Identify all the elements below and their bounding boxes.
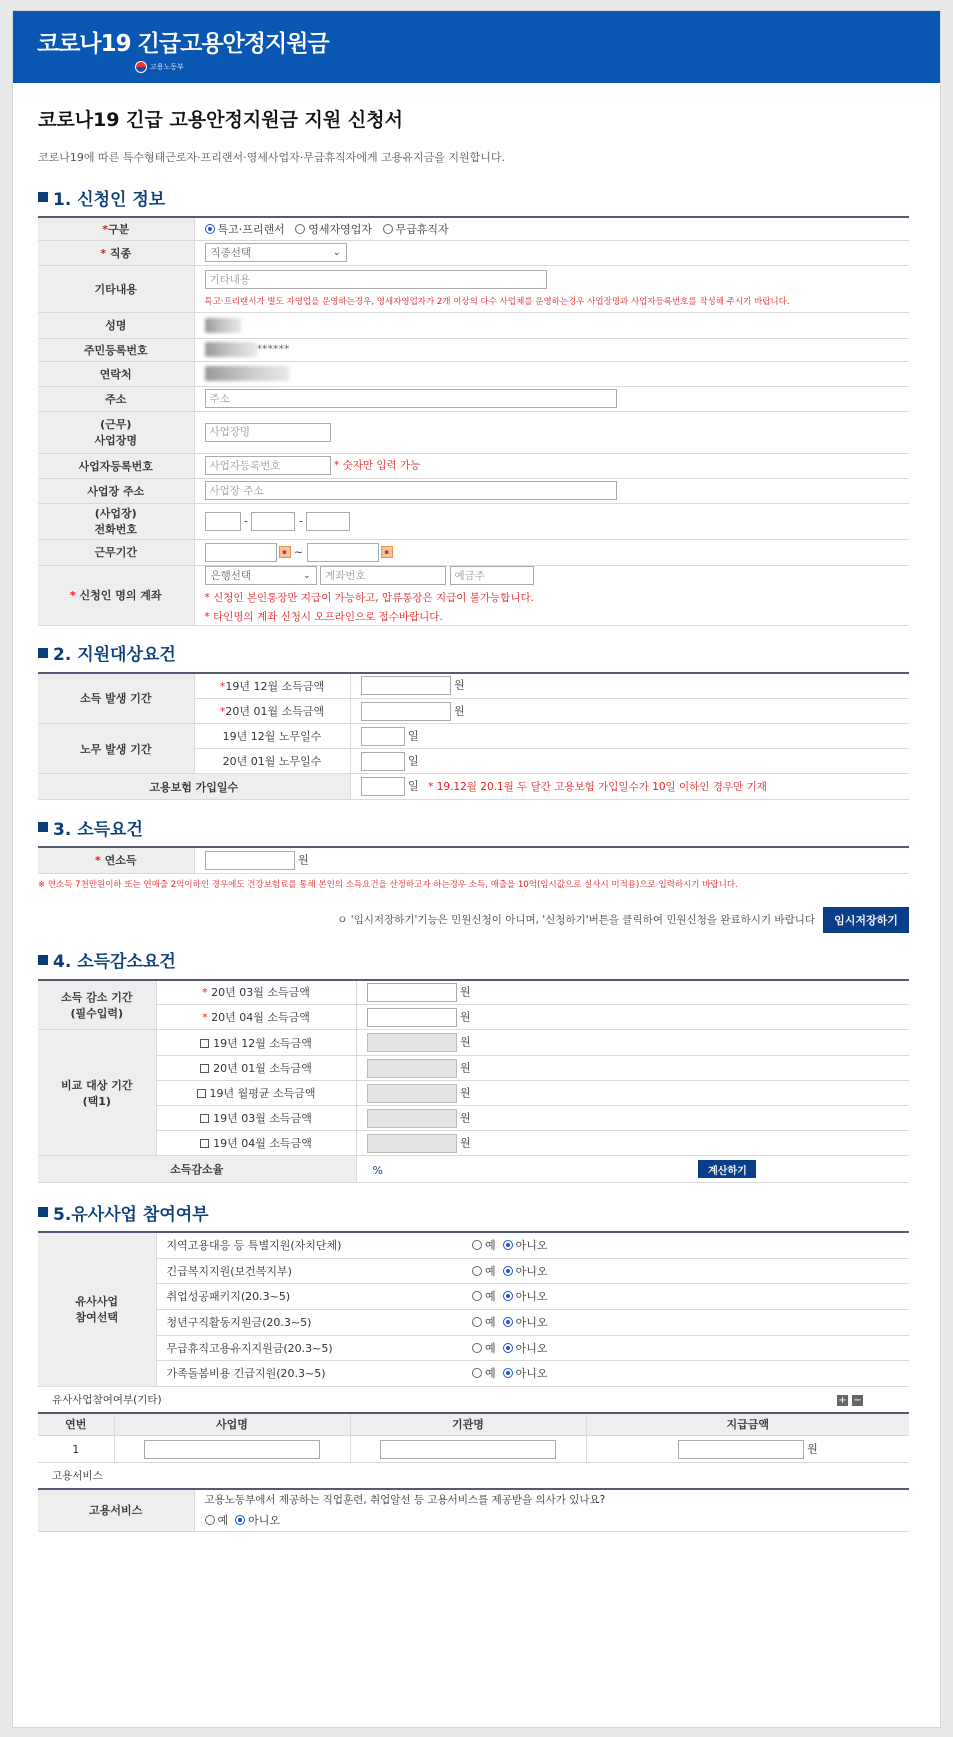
workplace-input[interactable] — [205, 423, 331, 442]
section-3-heading — [38, 814, 909, 840]
won-unit: 원 — [460, 1136, 471, 1149]
account-note-1: * 신청인 본인통장만 지급이 가능하고, 압류통장은 지급이 불가능합니다. — [204, 592, 534, 604]
section-4-title: 4. 소득감소요건 — [53, 952, 176, 972]
program-name: 가족돌봄비용 긴급지원(20.3~5) — [156, 1360, 462, 1386]
compare-item[interactable]: 20년 01월 소득금액 — [156, 1056, 356, 1081]
period-start-input[interactable] — [205, 543, 277, 562]
radio-no[interactable]: 아니오 — [503, 1290, 548, 1303]
compare-item[interactable]: 19년 12월 소득금액 — [156, 1030, 356, 1056]
calendar-icon[interactable]: ▪ — [381, 546, 393, 558]
rate-label: 소득감소율 — [38, 1156, 356, 1183]
radio-no[interactable]: 아니오 — [503, 1265, 548, 1278]
etc-program-name-input[interactable] — [144, 1440, 320, 1459]
compare-input — [367, 1134, 457, 1153]
income-dec-input[interactable] — [361, 676, 451, 695]
col-header-program: 사업명 — [114, 1413, 350, 1436]
application-page — [12, 10, 941, 1728]
row-number: 1 — [38, 1436, 114, 1463]
percent-unit: % — [372, 1163, 383, 1177]
income-period-label: 소득 발생 기간 — [38, 673, 194, 724]
temp-save-button[interactable]: 임시저장하기 — [823, 907, 909, 933]
chevron-down-icon: ⌄ — [332, 247, 341, 258]
labor-period-label: 노무 발생 기간 — [38, 724, 194, 774]
annual-income-label: * 연소득 — [38, 847, 194, 873]
address-label: 주소 — [38, 386, 194, 411]
labor-dec-label: 19년 12월 노무일수 — [194, 724, 350, 749]
bizno-label: 사업자등록번호 — [38, 453, 194, 478]
service-label: 고용서비스 — [38, 1489, 194, 1531]
type-option-unpaid-leave[interactable]: 무급휴직자 — [383, 223, 449, 236]
phone-value-redacted — [205, 366, 289, 381]
radio-selected-icon — [503, 1291, 513, 1301]
etc-agency-input[interactable] — [380, 1440, 556, 1459]
radio-icon — [472, 1291, 482, 1301]
radio-no[interactable]: 아니오 — [503, 1342, 548, 1355]
radio-icon — [205, 1515, 215, 1525]
radio-yes[interactable]: 예 — [472, 1316, 496, 1329]
compare-item[interactable]: 19년 03월 소득금액 — [156, 1106, 356, 1131]
radio-no[interactable]: 아니오 — [503, 1367, 548, 1380]
section-bullet-icon — [38, 1207, 48, 1217]
calculate-button[interactable]: 계산하기 — [698, 1160, 756, 1178]
program-radio-group — [462, 1309, 909, 1335]
checkbox-icon[interactable] — [200, 1114, 209, 1123]
period-label: 근무기간 — [38, 539, 194, 565]
etc-amount-input[interactable] — [678, 1440, 804, 1459]
service-radio-no[interactable]: 아니오 — [235, 1514, 280, 1527]
compare-item[interactable]: 19년 월평균 소득금액 — [156, 1081, 356, 1106]
program-name: 청년구직활동지원금(20.3~5) — [156, 1309, 462, 1335]
program-name: 긴급복지지원(보건복지부) — [156, 1258, 462, 1283]
radio-yes[interactable]: 예 — [472, 1239, 496, 1252]
annual-income-input[interactable] — [205, 851, 295, 870]
remove-row-icon[interactable]: − — [853, 1394, 862, 1406]
day-unit: 일 — [408, 754, 419, 767]
type-radio-group — [194, 217, 909, 240]
radio-icon — [472, 1266, 482, 1276]
radio-no[interactable]: 아니오 — [503, 1239, 548, 1252]
phone-label: 연락처 — [38, 361, 194, 386]
radio-selected-icon — [205, 224, 215, 234]
section-2-heading — [38, 640, 909, 666]
compare-input — [367, 1084, 457, 1103]
won-unit: 원 — [460, 985, 471, 999]
account-holder-input[interactable] — [450, 566, 534, 585]
income-note: ※ 연소득 7천만원이하 또는 연매출 2억이하인 경우에도 건강보험료를 통해 본인의 소득요건을 산정하고자 하는경우 소득, 매출을 10억(임시값으로 실사시 미적용)으로 입력하시기 바랍니다. — [38, 879, 738, 890]
col-header-amount: 지급금액 — [586, 1413, 909, 1436]
program-radio-group — [462, 1283, 909, 1309]
section-5-title: 5.유사사업 참여여부 — [53, 1204, 209, 1225]
ministry-name: 고용노동부 — [150, 63, 184, 71]
mar-income-input[interactable] — [367, 983, 457, 1002]
won-unit: 원 — [454, 678, 465, 692]
decrease-period-label: 소득 감소 기간 (필수입력) — [38, 980, 156, 1030]
service-radio-yes[interactable]: 예 — [205, 1514, 229, 1527]
program-name: 지역고용대응 등 특별지원(자치단체) — [156, 1232, 462, 1258]
rrn-value-redacted — [205, 342, 257, 357]
compare-input — [367, 1033, 457, 1052]
program-radio-group — [462, 1360, 909, 1386]
service-table — [38, 1488, 909, 1532]
col-header-agency: 기관명 — [350, 1413, 586, 1436]
service-section-title: 고용서비스 — [52, 1470, 103, 1482]
name-label: 성명 — [38, 312, 194, 338]
col-header-no: 연번 — [38, 1413, 114, 1436]
insured-days-input[interactable] — [361, 777, 405, 796]
won-unit: 원 — [460, 1086, 471, 1099]
compare-input — [367, 1059, 457, 1078]
income-decrease-table — [38, 979, 909, 1184]
bizno-input[interactable] — [205, 456, 331, 475]
rrn-mask: ****** — [256, 342, 290, 356]
radio-selected-icon — [503, 1266, 513, 1276]
government-emblem-icon — [135, 61, 147, 73]
radio-icon — [472, 1317, 482, 1327]
insured-days-note: * 19.12월 20.1월 두 달간 고용보험 가입일수가 10일 이하인 경우만 기재 — [428, 780, 767, 793]
won-unit: 원 — [460, 1061, 471, 1074]
labor-jan-input[interactable] — [361, 752, 405, 771]
checkbox-icon[interactable] — [197, 1089, 206, 1098]
section-bullet-icon — [38, 822, 48, 832]
bizphone-part3-input[interactable] — [306, 512, 350, 531]
radio-selected-icon — [503, 1240, 513, 1250]
ministry-logo — [135, 61, 940, 73]
radio-selected-icon — [503, 1368, 513, 1378]
won-unit: 원 — [454, 704, 465, 717]
section-4-heading — [38, 947, 909, 973]
job-label: * 직종 — [38, 240, 194, 265]
banner-title: 코로나19 긴급고용안정지원금 — [37, 31, 329, 57]
etc-program-title: 유사사업참여여부(기타) — [52, 1393, 162, 1406]
account-number-input[interactable] — [320, 566, 446, 585]
bizphone-part2-input[interactable] — [251, 512, 295, 531]
labor-dec-input[interactable] — [361, 727, 405, 746]
radio-yes[interactable]: 예 — [472, 1367, 496, 1380]
radio-selected-icon — [503, 1317, 513, 1327]
program-radio-group — [462, 1258, 909, 1283]
checkbox-icon[interactable] — [200, 1064, 209, 1073]
won-unit: 원 — [298, 853, 309, 867]
type-option-freelancer[interactable]: 특고·프리랜서 — [205, 223, 285, 236]
radio-selected-icon — [235, 1515, 245, 1525]
income-jan-input[interactable] — [361, 702, 451, 721]
radio-icon — [472, 1240, 482, 1250]
section-2-title: 2. 지원대상요건 — [53, 645, 176, 665]
income-table — [38, 846, 909, 874]
compare-item[interactable]: 19년 04월 소득금액 — [156, 1131, 356, 1156]
radio-selected-icon — [503, 1343, 513, 1353]
bizphone-label: (사업장) 전화번호 — [38, 503, 194, 539]
radio-yes[interactable]: 예 — [472, 1265, 496, 1278]
won-unit: 원 — [460, 1111, 471, 1124]
account-label: * 신청인 명의 계좌 — [38, 565, 194, 625]
etc-note: 특고·프리랜서가 별도 자영업을 운영하는경우, 영세자영업자가 2개 이상의 다수 사업체를 운영하는경우 사업장명과 사업자등록번호를 작성해 주시기 바랍니다. — [204, 297, 790, 307]
mar-income-label: * 20년 03월 소득금액 — [156, 980, 356, 1005]
won-unit: 원 — [460, 1035, 471, 1049]
period-end-input[interactable] — [307, 543, 379, 562]
income-jan-label: *20년 01월 소득금액 — [194, 699, 350, 724]
section-3-title: 3. 소득요건 — [53, 819, 143, 840]
radio-yes[interactable]: 예 — [472, 1342, 496, 1355]
intro-text: 코로나19에 따른 특수형태근로자·프리랜서·영세사업자·무급휴직자에게 고용유지금을 지원합니다. — [38, 151, 506, 164]
address-input[interactable] — [205, 389, 617, 408]
checkbox-icon[interactable] — [200, 1139, 209, 1148]
type-option-self-employed[interactable]: 영세자영업자 — [295, 223, 372, 236]
day-unit: 일 — [408, 779, 419, 793]
radio-yes[interactable]: 예 — [472, 1290, 496, 1303]
chevron-down-icon: ⌄ — [302, 570, 311, 581]
radio-icon — [383, 224, 393, 234]
period-separator: ~ — [294, 545, 304, 558]
income-dec-label: *19년 12월 소득금액 — [194, 673, 350, 699]
bizaddr-input[interactable] — [205, 481, 617, 500]
radio-icon — [295, 224, 305, 234]
labor-jan-label: 20년 01월 노무일수 — [194, 749, 350, 774]
bank-select[interactable]: 은행선택 ⌄ — [205, 566, 317, 585]
calendar-icon[interactable]: ▪ — [279, 546, 291, 558]
won-unit: 원 — [460, 1010, 471, 1023]
bizaddr-label: 사업장 주소 — [38, 478, 194, 503]
compare-period-label: 비교 대상 기간 (택1) — [38, 1030, 156, 1156]
compare-input — [367, 1109, 457, 1128]
etc-label: 기타내용 — [38, 265, 194, 312]
section-bullet-icon — [38, 192, 48, 202]
add-row-icon[interactable]: + — [838, 1394, 847, 1406]
section-1-title: 1. 신청인 정보 — [53, 189, 166, 210]
etc-program-table — [38, 1412, 909, 1464]
job-select[interactable]: 직종선택 ⌄ — [205, 243, 347, 262]
rrn-label: 주민등록번호 — [38, 338, 194, 361]
etc-input[interactable] — [205, 270, 547, 289]
save-notice: ㅇ '임시저장하기'기능은 민원신청이 아니며, '신청하기'버튼을 클릭하여 민원신청을 완료하시기 바랍니다 — [337, 914, 815, 926]
account-note-2: * 타인명의 계좌 신청시 오프라인으로 접수바랍니다. — [204, 611, 443, 623]
service-question: 고용노동부에서 제공하는 직업훈련, 취업알선 등 고용서비스를 제공받을 의사가 있나요? — [204, 1494, 606, 1507]
won-unit: 원 — [807, 1442, 818, 1455]
radio-icon — [472, 1343, 482, 1353]
applicant-info-table: *구분 특고·프리랜서 영세자영업자 무급휴직자 * 직종 직종선택 ⌄ 기타내용 기타내용 특고·프리랜서가 별도 자영업을 운영하는경우, 영세자영업자가 2개 이상의 다수 사업체를 운영하는경우 사업장명과 사업자등록번호를 작성해 주시기 바랍니다. 성명 주민등록번호 ****** 연락처 주소 주소 (근무) 사업장명 사업장명 사업자등록번호 사업자등록번호 * 숫자만 입력 가능 사업장 주소 사업장 주소 (사업장) 전화번호 - - 근무기간 ▪ ~ ▪ * 신청인 명의 계좌 은행선택 ⌄ 계좌번호 예금주 * 신청인 본인통장만 지급이 가능하고, 압류통장은 지급이 불가능합니다. * 타인명의 계좌 신청시 오프라인으로 접수바랍니다. — [38, 216, 909, 626]
type-label: *구분 — [38, 217, 194, 240]
section-5-heading — [38, 1199, 909, 1225]
table-row — [38, 1436, 909, 1463]
bizphone-part1-input[interactable] — [205, 512, 241, 531]
similar-program-table — [38, 1231, 909, 1387]
banner — [13, 11, 940, 83]
bizno-note: * 숫자만 입력 가능 — [334, 459, 421, 472]
apr-income-label: * 20년 04월 소득금액 — [156, 1005, 356, 1030]
section-bullet-icon — [38, 648, 48, 658]
workplace-label: (근무) 사업장명 — [38, 411, 194, 453]
program-radio-group — [462, 1335, 909, 1360]
section-1-heading — [38, 184, 909, 210]
radio-icon — [472, 1368, 482, 1378]
service-radio-group — [205, 1512, 900, 1528]
apr-income-input[interactable] — [367, 1008, 457, 1027]
radio-no[interactable]: 아니오 — [503, 1316, 548, 1329]
section-bullet-icon — [38, 955, 48, 965]
insured-days-label: 고용보험 가입일수 — [38, 774, 350, 800]
program-group-label: 유사사업 참여선택 — [38, 1232, 156, 1386]
program-name: 취업성공패키지(20.3~5) — [156, 1283, 462, 1309]
program-name: 무급휴직고용유지지원금(20.3~5) — [156, 1335, 462, 1360]
page-title: 코로나19 긴급 고용안정지원금 지원 신청서 — [38, 109, 403, 131]
name-value-redacted — [205, 318, 241, 333]
day-unit: 일 — [408, 729, 419, 742]
program-radio-group — [462, 1232, 909, 1258]
eligibility-table — [38, 672, 909, 801]
checkbox-icon[interactable] — [200, 1039, 209, 1048]
